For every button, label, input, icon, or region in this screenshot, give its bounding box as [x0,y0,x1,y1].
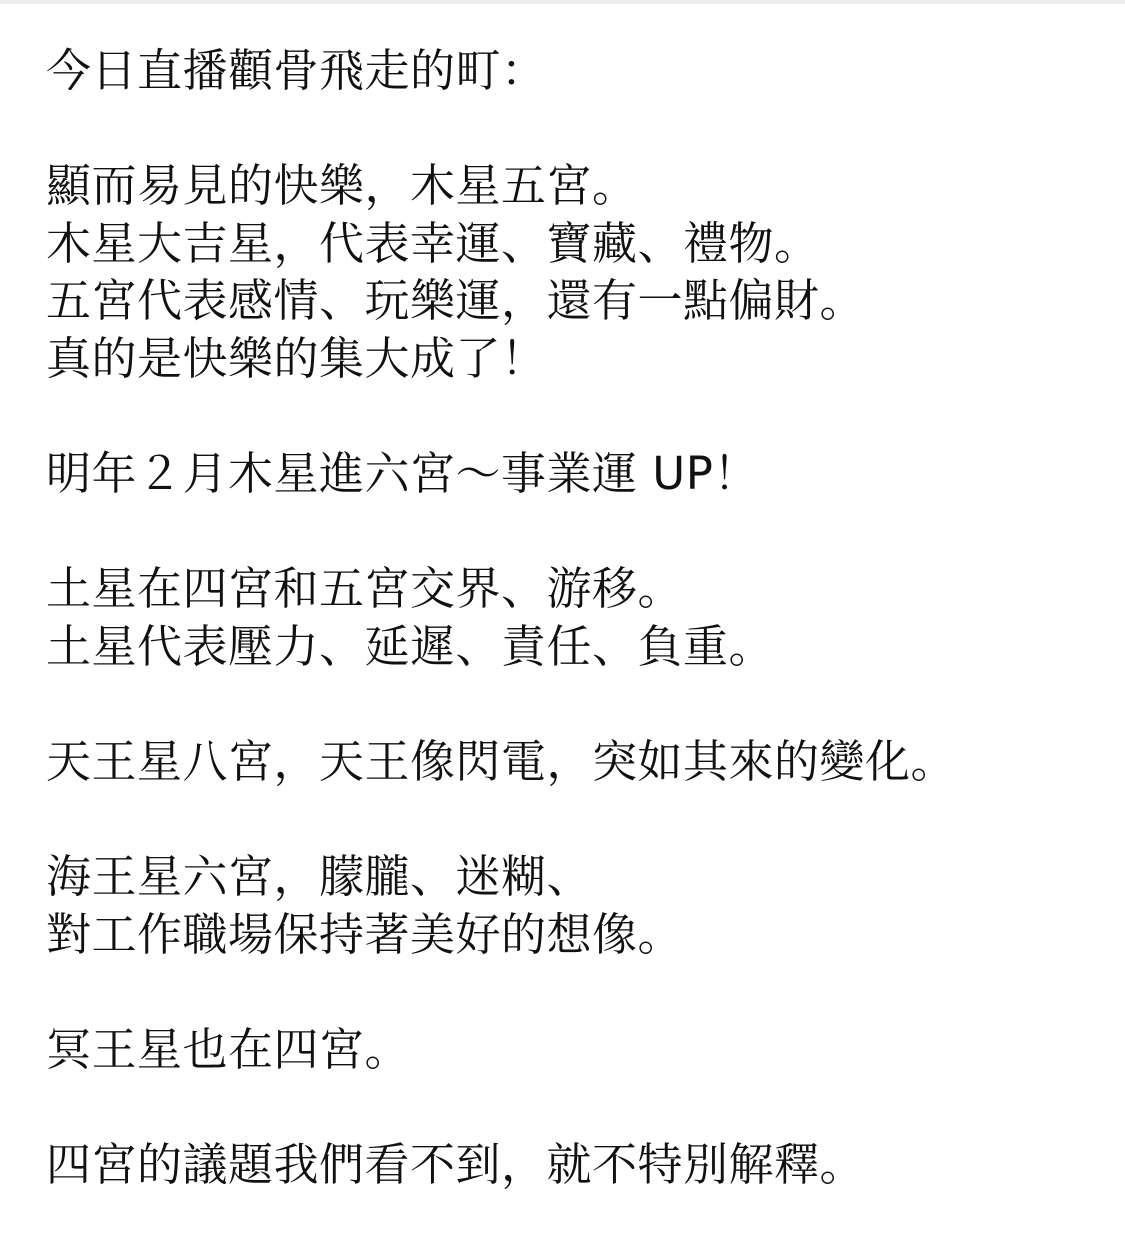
top-edge-divider [0,0,1125,4]
post-line-jupiter-6th-next-year: 明年２月木星進六宮～事業運 UP！ [46,447,759,501]
post-line-jupiter-5th: 顯而易見的快樂，木星五宮。 [46,159,638,213]
blank-line [46,388,1106,446]
post-line-happiness-summary: 真的是快樂的集大成了！ [46,331,547,385]
blank-line [46,791,1106,849]
blank-line [46,964,1106,1022]
post-line-neptune-6th: 海王星六宮，朦朧、迷糊、 [46,850,593,904]
post-line-5th-house-meaning: 五宮代表感情、玩樂運，還有一點偏財。 [46,274,866,328]
post-line-saturn-meaning: 土星代表壓力、延遲、責任、負重。 [46,619,775,673]
post-line-intro: 今日直播顴骨飛走的町： [46,44,547,97]
post-line-neptune-meaning: 對工作職場保持著美好的想像。 [46,907,684,961]
post-line-saturn-position: 土星在四宮和五宮交界、游移。 [46,562,684,616]
post-line-pluto-4th: 冥王星也在四宮。 [46,1023,411,1077]
post-line-jupiter-meaning: 木星大吉星，代表幸運、寶藏、禮物。 [46,216,820,270]
post-text-body [46,42,1106,1194]
blank-line [46,503,1106,561]
blank-line [46,100,1106,158]
post-line-4th-house-note: 四宮的議題我們看不到，就不特別解釋。 [46,1138,866,1192]
post-line-uranus-8th: 天王星八宮，天王像閃電，突如其來的變化。 [46,735,957,789]
blank-line [46,676,1106,734]
blank-line [46,1079,1106,1137]
